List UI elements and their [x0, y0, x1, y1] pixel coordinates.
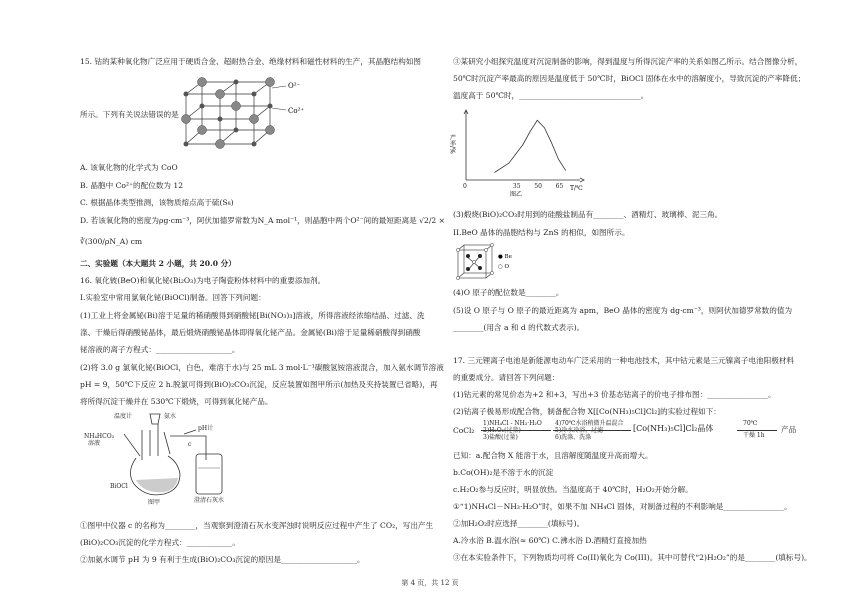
legend-co: Co²⁺	[288, 107, 305, 115]
q17-2-options: A.冷水浴 B.温水浴(≈ 60℃) C.沸水浴 D.酒精灯直接加热	[453, 536, 647, 545]
caption-jia: 图甲	[148, 499, 161, 506]
label-ammonia: 氨水	[164, 413, 177, 420]
x-tick-label: 50	[534, 183, 542, 190]
flow-step2c: 6)洗涤、洗涤	[555, 434, 592, 441]
page-footer: 第 4 页，共 12 页	[401, 579, 459, 587]
flow-step2b: 5)冷水冷浴、过滤	[555, 427, 604, 434]
q16-part-i: I.实验室中常用氯氧化铋(BiOCl)制备。回答下列问题：	[80, 293, 266, 302]
label-limewater: 澄清石灰水	[194, 497, 225, 504]
label-biocl: BiOCl	[110, 483, 128, 490]
x-tick-label: 35	[512, 183, 521, 190]
q16-5-line2: ________(用含 a 和 d 的代数式表示)。	[453, 323, 585, 332]
x-tick-label: 65	[555, 183, 564, 190]
q16-part-ii: II.BeO 晶体的晶胞结构与 ZnS 的相似，如图所示。	[453, 228, 630, 237]
label-ph-meter: pH计	[198, 425, 214, 432]
legend-o: O²⁻	[288, 82, 301, 90]
flow-step2a: 4)70℃水浴稍微升温混合	[555, 420, 624, 427]
legend-o-atom: ○ O	[498, 264, 510, 270]
q17-2-iii: ③在本实验条件下，下列物质均可将 Co(II)氧化为 Co(III)。其中可替代“2)H₂O₂”的是________(填标号)。	[453, 553, 812, 562]
q16-ii: ②加氨水调节 pH 为 9 有利于生成(BiO)₂CO₃沉淀的原因是____________________。	[80, 555, 365, 564]
q17-known-c: c.H₂O₂参与反应时，明显放热。当温度高于 40℃时，H₂O₂开始分解。	[453, 485, 693, 494]
section-heading: 二、实验题（本大题共 2 小题，共 20.0 分）	[80, 259, 236, 268]
caption-yi: 图乙	[510, 191, 523, 198]
coo-unit-cell-figure	[176, 72, 316, 154]
q16-1-line3: 铋溶液的离子方程式：____________________。	[80, 345, 240, 354]
apparatus-figure-jia	[84, 410, 264, 506]
flow-step3b: 干燥 1h	[743, 432, 765, 439]
q16-1-line2: 涤、干燥后得硝酸铋晶体，最后煅烧硝酸铋晶体即得氧化铋产品。金属铋(Bi)溶于足量稀硝酸得到硝酸	[80, 328, 421, 337]
flow-mid: [Co(NH₃)₅Cl]Cl₂晶体	[633, 424, 714, 433]
q17-known-b: b.Co(OH)₂是不溶于水的沉淀	[453, 468, 554, 477]
q16-i-line2: (BiO)₂CO₃沉淀的化学方程式：____________。	[80, 538, 240, 547]
q16-2-line2: pH = 9，50℃下反应 2 h.脱氯可得到(BiO)₂CO₃沉淀，反应装置如图甲所示(加热及夹持装置已省略)，再	[80, 380, 438, 389]
q17-2: (2)钴离子极易形成配合物，制备配合物 X[[Co(NH₃)₅Cl]Cl₂]的实验过程如下：	[453, 407, 721, 416]
flow-end: 产品	[781, 425, 797, 434]
q16-2-line3: 将所得沉淀干燥并在 530℃下煅烧，可得到氧化铋产品。	[80, 397, 273, 406]
label-c: c	[188, 441, 192, 448]
q16-5-line1: (5)设 O 原子与 O 原子的最近距离为 apm，BeO 晶体的密度为 dg·cm⁻³，则阿伏加德罗常数的值为	[453, 306, 793, 315]
r-line1: ③某研究小组探究温度对沉淀制备的影响，得到温度与所得沉淀产率的关系如图乙所示。结合图像分析，	[453, 57, 803, 66]
q15-option-c: C. 根据晶体类型推测，该物质熔点高于硫(S₈)	[80, 198, 234, 207]
r-line3: 温度高于 50℃时，________________________________。	[453, 91, 649, 100]
flow-start: CoCl₂	[453, 426, 475, 435]
q16-4: (4)O 原子的配位数是________。	[453, 288, 564, 297]
q16-intro: 16. 氧化铍(BeO)和氧化铋(Bi₂O₃)为电子陶瓷粉体材料中的重要添加剂。	[80, 276, 326, 285]
x-tick-label: 0	[463, 183, 467, 190]
process-flow	[453, 420, 823, 444]
flow-step1b: 2)H₂O₂(过量)	[483, 427, 521, 434]
flow-step1a: 1)NH₄Cl - NH₃·H₂O	[483, 420, 542, 427]
y-axis-label: 产率/%	[448, 134, 456, 154]
q15-option-d-cont: ∛(300/ρN_A) cm	[80, 237, 143, 246]
yield-temperature-chart	[450, 104, 590, 196]
q16-i-line1: ①图甲中仪器 c 的名称为________，当观察到澄清石灰水变浑浊时说明反应过程中产生了 CO₂，写出产生	[80, 521, 434, 530]
flow-step1c: 3)盐酸(过量)	[483, 434, 518, 441]
q17-2-i: ①“1)NH₄Cl－NH₃·H₂O”时，如果不加 NH₄Cl 固体，对制备过程的不利影响是________________。	[453, 502, 792, 511]
label-nh4hco3: NH₄HCO₃	[84, 433, 115, 440]
q17-intro-line1: 17. 三元锂离子电池是新能源电动车广泛采用的一种电池技术，其中钴元素是三元镍离子电池阳极材料	[453, 356, 795, 365]
legend-be: ● Be	[498, 254, 512, 260]
series-line	[495, 120, 566, 172]
q17-known-a: 已知：a.配合物 X 能溶于水，且溶解度随温度升高而增大。	[453, 451, 653, 460]
r-line2: 50℃时沉淀产率最高的原因是温度低于 50℃时，BiOCl 固体在水中的溶解度小，导致沉淀的产率降低；	[453, 74, 806, 83]
q15-option-d: D. 若该氧化物的密度为ρg·cm⁻³，阿伏加德罗常数为N_A mol⁻¹，则晶胞中两个O²⁻间的最短距离是 √2/2 ×	[80, 216, 446, 225]
q15-stem-line1: 15. 钴的某种氧化物广泛应用于硬质合金、超耐热合金、绝缘材料和磁性材料的生产，其晶胞结构如图	[80, 57, 422, 66]
q17-intro-line2: 的重要成分。请回答下列问题：	[453, 373, 560, 382]
beo-unit-cell-figure	[454, 242, 524, 282]
q17-2-ii: ②加H₂O₂时应选择________(填标号)。	[453, 519, 585, 528]
q17-1: (1)钴元素的常见价态为+2 和+3，写出+3 价基态钴离子的价电子排布图：________________。	[453, 390, 776, 399]
q15-option-a: A. 该氧化物的化学式为 CoO	[80, 163, 178, 172]
q16-1-line1: (1)工业上将金属铋(Bi)溶于足量的稀硝酸得到硝酸铋[Bi(NO₃)₃]溶液，所得溶液经浓缩结晶、过滤、洗	[80, 311, 425, 320]
q16-2-line1: (2)将 3.0 g 氯氧化铋(BiOCl，白色，难溶于水)与 25 mL 3 mol·L⁻¹碳酸氢铵溶液混合，加入氨水调节溶液	[80, 363, 444, 372]
label-solution: 溶液	[88, 440, 101, 447]
flow-step3a: 70℃	[743, 420, 758, 427]
label-thermometer: 温度计	[114, 413, 133, 420]
q15-option-b: B. 晶胞中 Co²⁺的配位数为 12	[80, 181, 184, 190]
x-axis-label: T/℃	[570, 185, 583, 192]
q15-stem-line2: 所示。下列有关说法错误的是	[80, 110, 179, 119]
q16-3: (3)煅烧(BiO)₂CO₃时用到的硅酸盐制品有________、酒精灯、玻璃棒、泥三角。	[453, 210, 723, 219]
